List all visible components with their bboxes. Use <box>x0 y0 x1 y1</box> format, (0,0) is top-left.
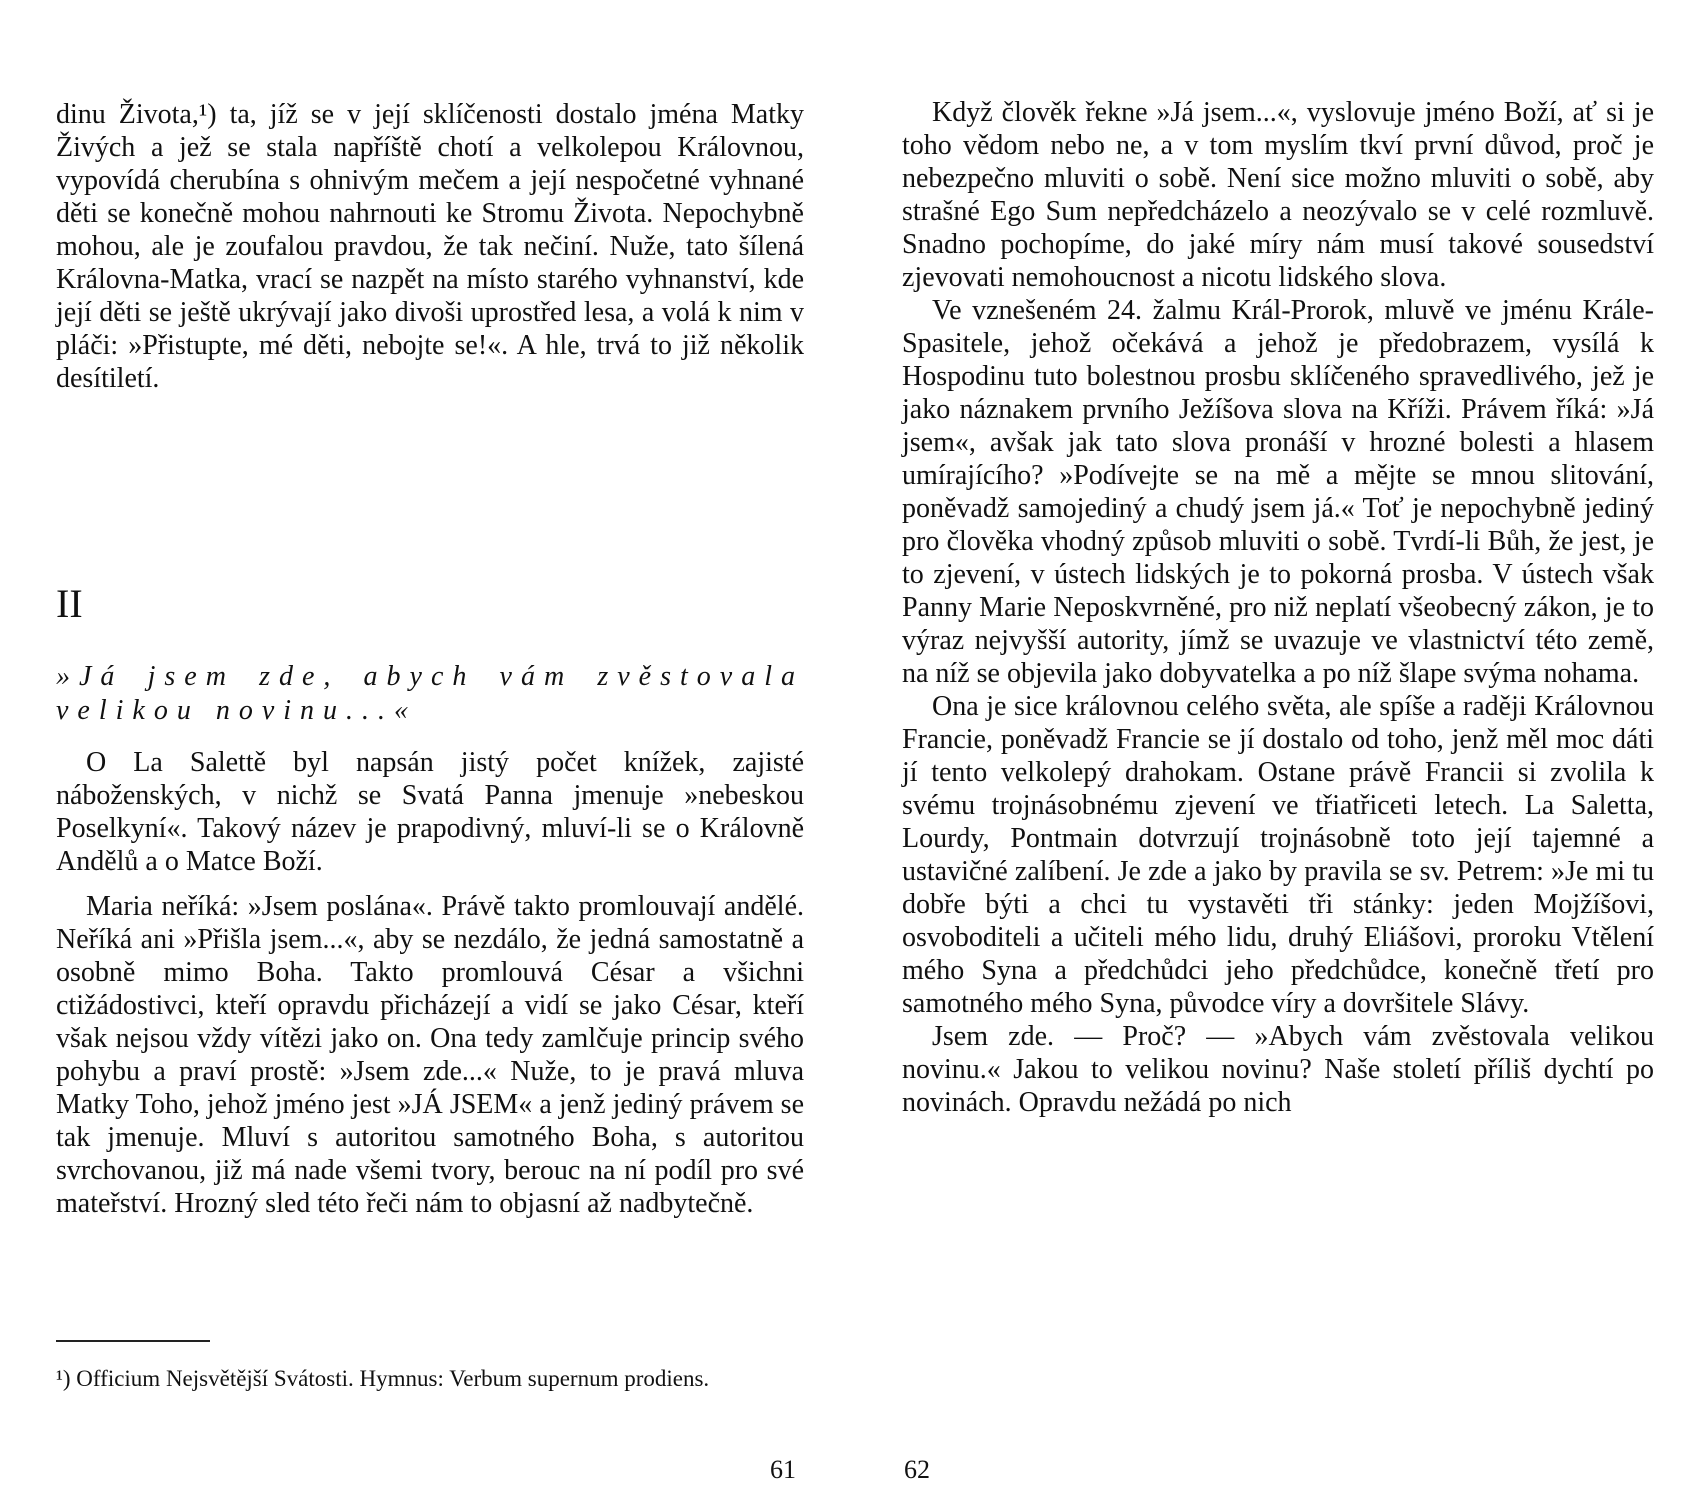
footnote-rule <box>56 1340 210 1342</box>
right-body <box>902 96 1654 1119</box>
page-number-right: 62 <box>904 1455 930 1484</box>
page-number-left: 61 <box>770 1455 796 1484</box>
footnote: ¹) Officium Nejsvětější Svátosti. Hymnus: Verbum supernum prodiens. <box>56 1366 710 1391</box>
right-paragraph-2: Ve vznešeném 24. žalmu Král-Prorok, mluvě ve jménu Krále-Spasitele, jehož očekává a jehož je předobrazem, vysílá k Hospodinu tuto bolestnou prosbu sklíčeného spravedlivého, jež je jako náznakem prvního Ježíšova slova na Kříži. Právem říká: »Já jsem«, avšak jak tato slova pronáší v hrozné bolesti a hlasem umírajícího? »Podívejte se na mě a mějte se mnou slitování, poněvadž samojediný a chudý jsem já.« Toť je nepochybně jediný pro člověka vhodný způsob mluviti o sobě. Tvrdí-li Bůh, že jest, je to zjevení, v ústech lidských je to pokorná prosba. V ústech však Panny Marie Neposkvrněné, pro niž neplatí všeobecný zákon, je to výraz nejvyšší autority, jímž se uvazuje ve vlastnictví této země, na níž se objevila jako dobyvatelka a po níž šlape svýma nohama. <box>902 295 1654 689</box>
right-page <box>852 0 1704 1500</box>
right-paragraph-3: Ona je sice královnou celého světa, ale spíše a raději Královnou Francie, poněvadž Francie se jí dostalo od toho, jenž měl moc dáti jí tento velkolepý drahokam. Ostane právě Francii si zvolila k svému trojnásobnému zjevení ve třiatřiceti letech. La Saletta, Lourdy, Pontmain dotvrzují trojnásobně toto její tajemné a ustavičné zalíbení. Je zde a jako by pravila se sv. Petrem: »Je mi tu dobře býti a chci tu vystavěti tři stánky: jeden Mojžíšovi, osvoboditeli a učiteli mého lidu, druhý Eliášovi, proroku Vtělení mého Syna a předchůdci jeho předchůdce, konečně třetí pro samotného mého Syna, původce víry a dovršitele Slávy. <box>902 691 1654 1019</box>
chapter-epigraph: »Já jsem zde, abych vám zvěstovala velikou novinu...« <box>56 661 804 726</box>
chapter-heading: II <box>56 581 83 626</box>
right-paragraph-4: Jsem zde. — Proč? — »Abych vám zvěstovala velikou novinu.« Jakou to velikou novinu? Naše století příliš dychtí po novinách. Opravdu nežádá po nich <box>902 1021 1654 1118</box>
left-top-text: dinu Života,¹) ta, jíž se v její sklíčenosti dostalo jména Matky Živých a jež se stala napříště chotí a velkolepou Královnou, vypovídá cherubína s ohnivým mečem a její nespočetné vyhnané děti se konečně mohou nahrnouti ke Stromu Života. Nepochybně mohou, ale je zoufalou pravdou, že tak nečiní. Nuže, tato šílená Královna-Matka, vrací se nazpět na místo starého vyhnanství, kde její děti se ještě ukrývají jako divoši uprostřed lesa, a volá k nim v pláči: »Přistupte, mé děti, nebojte se!«. A hle, trvá to již několik desítiletí. <box>56 99 804 394</box>
left-paragraph-2: Maria neříká: »Jsem poslána«. Právě takto promlouvají andělé. Neříká ani »Přišla jsem...«, aby se nezdálo, že jedná samostatně a osobně mimo Boha. Takto promlouvá César a všichni ctižádostivci, kteří opravdu přicházejí a vidí se jako César, kteří však nejsou vždy vítězi jako on. Ona tedy zamlčuje princip svého pohybu a praví prostě: »Jsem zde...« Nuže, to je pravá mluva Matky Toho, jehož jméno jest »JÁ JSEM« a jenž jediný právem se tak jmenuje. Mluví s autoritou samotného Boha, s autoritou svrchovanou, již má nade všemi tvory, berouc na ní podíl pro své mateřství. Hrozný sled této řeči nám to objasní až nadbytečně. <box>56 891 804 1219</box>
right-paragraph-1: Když člověk řekne »Já jsem...«, vyslovuje jméno Boží, ať si je toho vědom nebo ne, a v tom myslím tkví první důvod, proč je nebezpečno mluviti o sobě. Není sice možno mluviti o sobě, aby strašné Ego Sum nepředcházelo a neozývalo se v celé rozmluvě. Snadno pochopíme, do jaké míry nám musí takové sousedství zjevovati nemohoucnost a nicotu lidského slova. <box>902 97 1654 293</box>
left-top-paragraph <box>56 98 804 395</box>
left-body <box>56 746 804 1220</box>
left-paragraph-1: O La Salettě byl napsán jistý počet knížek, zajisté náboženských, v nichž se Svatá Panna jmenuje »nebeskou Poselkyní«. Takový název je prapodivný, mluví-li se o Královně Andělů a o Matce Boží. <box>56 747 804 877</box>
